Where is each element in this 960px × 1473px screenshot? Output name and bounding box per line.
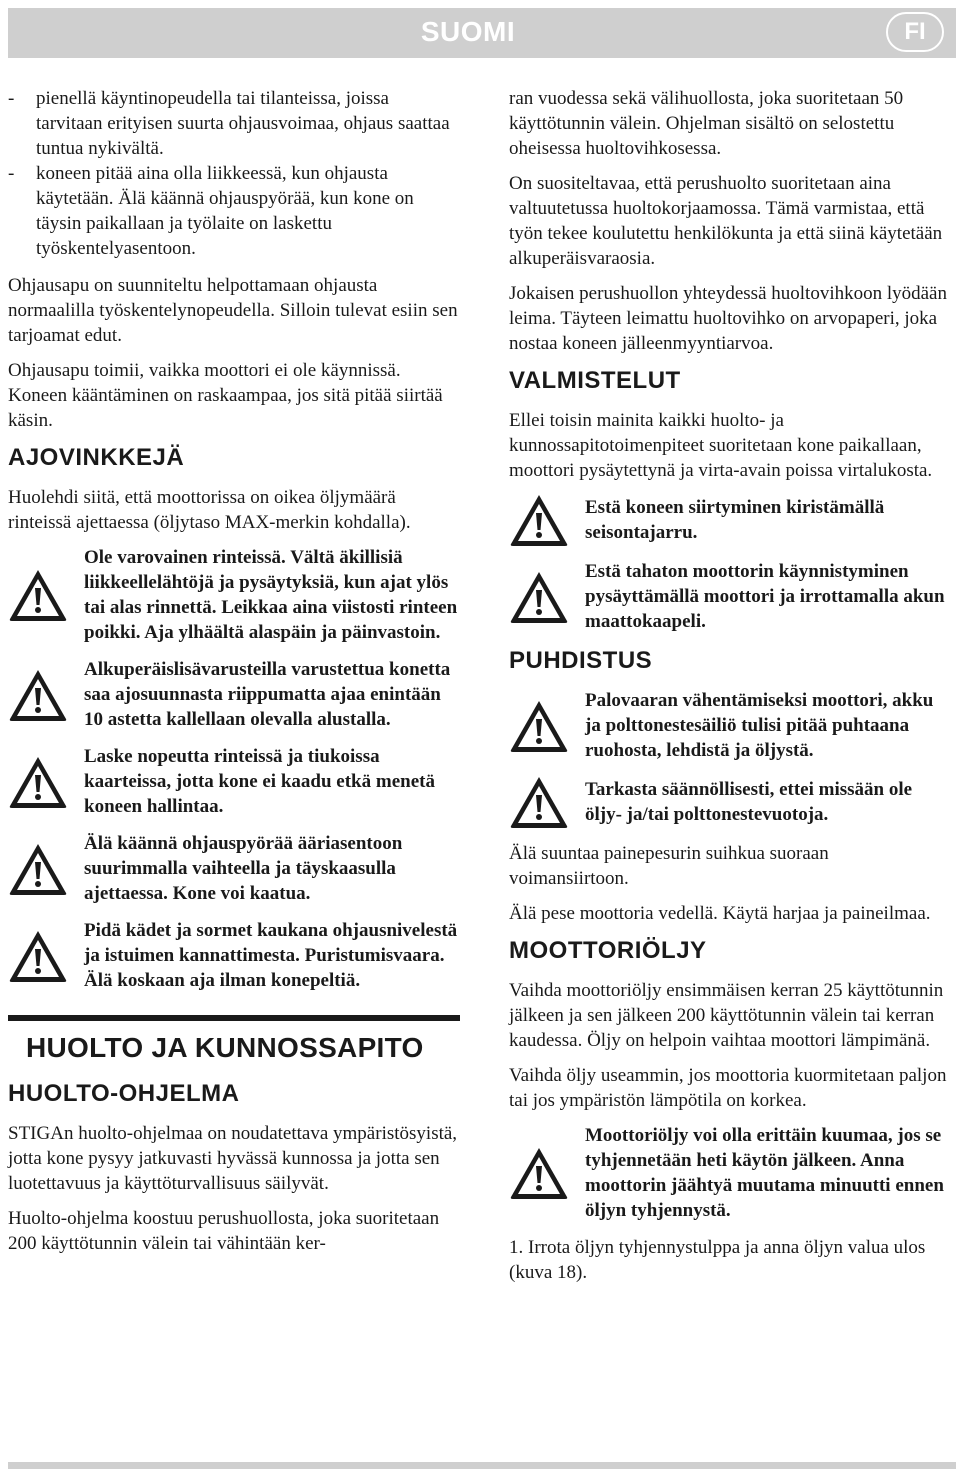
section-heading-puhdistus: PUHDISTUS	[509, 647, 653, 674]
footer-bar	[8, 1462, 956, 1469]
warning-text: Ole varovainen rinteissä. Vältä äkillisiä liikkeellelähtöjä ja pysäytyksiä, kun ajat ylös tai alas rinnettä. Leikkaa aina viistosti rinteen poikki. Aja ylhäältä alaspäin ja päinvastoin.	[84, 547, 458, 643]
paragraph: Ellei toisin mainita kaikki huolto- ja kunnossapitotoimenpiteet suoritetaan kone paikallaan, moottori pysäytettynä ja virta-avain poissa virtalukosta.	[509, 410, 933, 481]
warning-triangle-icon	[8, 929, 68, 983]
section-heading-moottorioljy: MOOTTORIÖLJY	[509, 937, 707, 964]
warning-text: Estä tahaton moottorin käynnistyminen pysäyttämällä moottori ja irrottamalla akun maattokaapeli.	[585, 561, 945, 632]
paragraph: Älä pese moottoria vedellä. Käytä harjaa ja paineilmaa.	[509, 903, 931, 924]
paragraph: STIGAn huolto-ohjelmaa on noudatettava ympäristösyistä, jotta kone pysyy jatkuvasti hyvässä kunnossa ja jotta sen luotettavuus ja käyttöturvallisuus säilyvät.	[8, 1123, 458, 1194]
warning-text: Estä koneen siirtyminen kiristämällä seisontajarru.	[585, 497, 885, 543]
language-badge: FI	[886, 12, 944, 52]
paragraph: Huolehdi siitä, että moottorissa on oikea öljymäärä rinteissä ajettaessa (öljytaso MAX-merkin kohdalla).	[8, 487, 411, 533]
warning-text: Palovaaran vähentämiseksi moottori, akku ja polttonestesäiliö tulisi pitää puhtaana ruohosta, lehdistä ja öljystä.	[585, 690, 934, 761]
warning-text: Pidä kädet ja sormet kaukana ohjausnivelestä ja istuimen kannattimesta. Puristumisvaara. Älä koskaan aja ilman konepeltiä.	[84, 920, 458, 991]
warning-note	[509, 493, 952, 547]
warning-text: Alkuperäislisävarusteilla varustettua konetta saa ajosuunnasta riippumatta ajaa enintään 10 astetta kallellaan olevalla alustalla.	[84, 659, 451, 730]
warning-triangle-icon	[8, 668, 68, 722]
warning-note	[8, 545, 460, 645]
warning-triangle-icon	[509, 699, 569, 753]
chapter-heading	[8, 1015, 460, 1065]
paragraph: Vaihda öljy useammin, jos moottoria kuormitetaan paljon tai jos ympäristön lämpötila on korkea.	[509, 1065, 947, 1111]
left-column	[8, 86, 460, 1266]
warning-text: Moottoriöljy voi olla erittäin kuumaa, jos se tyhjennetään heti käytön jälkeen. Anna moottorin jäähtyä muutama minuutti ennen öljyn tyhjennystä.	[585, 1125, 944, 1221]
warning-note	[8, 657, 460, 732]
paragraph: Huolto-ohjelma koostuu perushuollosta, joka suoritetaan 200 käyttötunnin välein tai vähintään ker-	[8, 1208, 440, 1254]
page-language-title: SUOMI	[420, 16, 516, 47]
warning-text: Tarkasta säännöllisesti, ettei missään ole öljy- ja/tai polttonestevuotoja.	[585, 779, 913, 825]
warning-triangle-icon	[509, 775, 569, 829]
warning-triangle-icon	[8, 568, 68, 622]
warning-note	[509, 775, 952, 829]
paragraph: On suositeltavaa, että perushuolto suoritetaan aina valtuutetussa huoltokorjaamossa. Tämä varmistaa, että työn tekee koulutettu henkilökunta ja että siinä käytetään alkuperäisvaraosia.	[509, 173, 943, 269]
warning-note	[509, 688, 952, 763]
steering-notes-list	[8, 86, 460, 261]
section-heading-valmistelut: VALMISTELUT	[509, 367, 681, 394]
warning-note	[8, 918, 460, 993]
list-item: - koneen pitää aina olla liikkeessä, kun ohjausta käytetään. Älä käännä ohjauspyörää, kun kone on täysin paikallaan ja työlaite on laskettu työskentelyasentoon.	[8, 163, 414, 259]
warning-note	[8, 831, 460, 906]
warning-text: Laske nopeutta rinteissä ja tiukoissa kaarteissa, jotta kone ei kaadu etkä menetä koneen hallintaa.	[84, 746, 435, 817]
warning-note	[509, 1123, 952, 1223]
warning-note	[8, 744, 460, 819]
list-item: - pienellä käyntinopeudella tai tilanteissa, joissa tarvitaan erityisen suurta ohjausvoimaa, ohjaus saattaa tuntua nykivältä.	[8, 88, 450, 159]
warning-triangle-icon	[8, 755, 68, 809]
paragraph: Vaihda moottoriöljy ensimmäisen kerran 25 käyttötunnin jälkeen ja sen jälkeen 200 käyttötunnin välein tai kerran kaudessa. Öljy on helpoin vaihtaa moottori lämpimänä.	[509, 980, 944, 1051]
warning-triangle-icon	[509, 570, 569, 624]
warning-note	[509, 559, 952, 634]
paragraph: Älä suuntaa painepesurin suihkua suoraan voimansiirtoon.	[509, 843, 829, 889]
paragraph: ran vuodessa sekä välihuollosta, joka suoritetaan 50 käyttötunnin välein. Ohjelman sisältö on selostettu oheisessa huoltovihkosessa.	[509, 88, 904, 159]
section-heading-huolto-ohjelma: HUOLTO-OHJELMA	[8, 1080, 240, 1107]
warning-triangle-icon	[509, 493, 569, 547]
paragraph: Ohjausapu on suunniteltu helpottamaan ohjausta normaalilla työskentelynopeudella. Silloin tulevat esiin sen tarjoamat edut.	[8, 275, 458, 346]
paragraph: Jokaisen perushuollon yhteydessä huoltovihkoon lyödään leima. Täyteen leimattu huoltovihko on arvopaperi, joka nostaa koneen jälleenmyyntiarvoa.	[509, 283, 947, 354]
paragraph: Ohjausapu toimii, vaikka moottori ei ole käynnissä. Koneen kääntäminen on raskaampaa, jos sitä pitää siirtää käsin.	[8, 360, 443, 431]
paragraph: 1. Irrota öljyn tyhjennystulppa ja anna öljyn valua ulos (kuva 18).	[509, 1237, 926, 1283]
right-column	[509, 86, 952, 1295]
warning-triangle-icon	[8, 842, 68, 896]
chapter-title: HUOLTO JA KUNNOSSAPITO	[26, 1032, 424, 1063]
section-heading-ajovinkkeja: AJOVINKKEJÄ	[8, 444, 185, 471]
warning-triangle-icon	[509, 1146, 569, 1200]
warning-text: Älä käännä ohjauspyörää ääriasentoon suurimmalla vaihteella ja täyskaasulla ajettaessa. Kone voi kaatua.	[84, 833, 403, 904]
